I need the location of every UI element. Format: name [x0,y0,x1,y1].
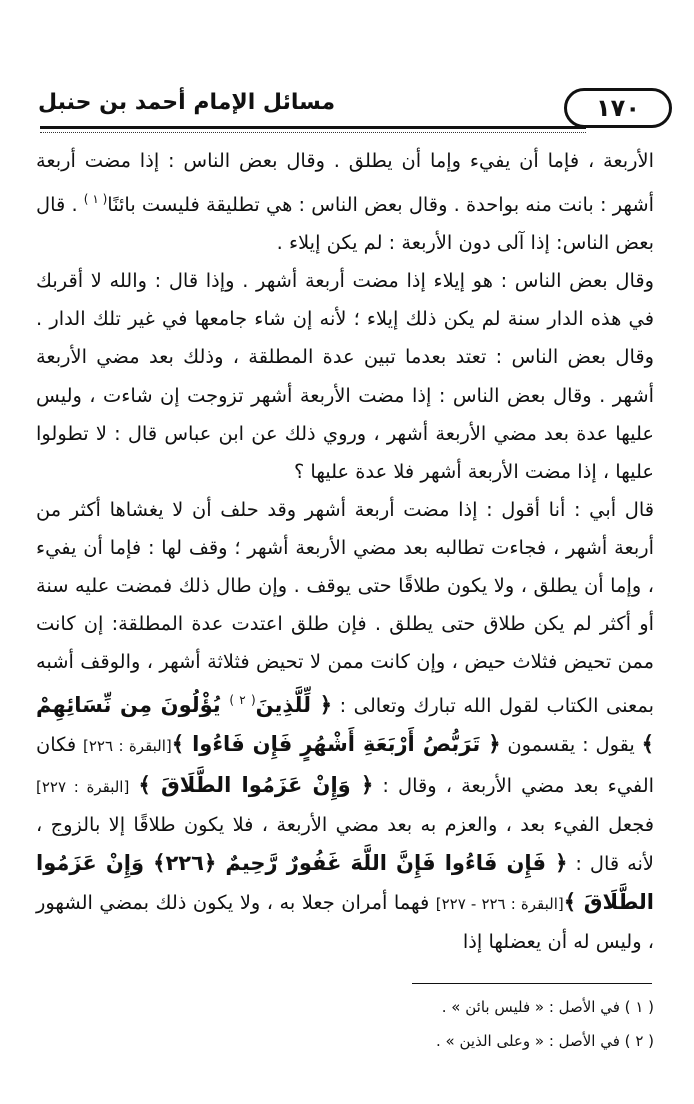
verse-reference: [البقرة : ٢٢٧] [36,777,130,796]
header-dotted-rule [40,132,586,133]
page-number-badge [564,88,672,128]
paragraph: وقال بعض الناس : هو إيلاء إذا مضت أربعة أشهر . وإذا قال : والله لا أقربك في هذه الدار سنة لم يكن ذلك إيلاء ؛ لأنه إن شاء جامعها في غير تلك الدار . وقال بعض الناس : تعتد بعدما تبين عدة المطلقة ، وذلك بعد مضي الأربعة أشهر . وقال بعض الناس : إذا مضت الأربعة أشهر تزوجت إن شاءت ، وليس عليها عدة بعد مضي الأربعة أشهر ، وروي ذلك عن ابن عباس قال : لا تطولوا عليها ، إذا مضت الأربعة أشهر فلا عدة عليها ؟ [36,269,654,483]
text-run: فهما أمران جعلا به ، ولا يكون ذلك بمضي الشهور ، وليس له أن يعضلها إذا [36,890,654,953]
quran-verse: ﴿ تَرَبُّصُ أَرْبَعَةِ أَشْهُرٍ فَإِن فَاءُوا ﴾ [171,732,501,757]
quran-verse: ﴿ لِّلَّذِينَ [255,693,333,718]
header-rule [40,126,586,129]
verse-reference: [البقرة : ٢٢٦ - ٢٢٧] [435,894,564,913]
page-header [22,86,672,134]
footnote-marker: ( ١ ) [83,192,108,207]
text-run: فكان الفيء بعد مضي الأربعة ، وقال : [36,733,655,797]
main-text [36,142,654,961]
text-run: يقول : يقسمون [500,733,642,757]
verse-reference: [البقرة : ٢٢٦] [82,737,172,756]
paragraph [36,491,654,961]
page-number: ١٧٠ [596,94,640,122]
quran-verse: يُؤْلُونَ مِن نِّسَائِهِمْ ﴾ [36,693,654,757]
quran-verse: ﴿ وَإِنْ عَزَمُوا الطَّلَاقَ ﴾ [138,772,374,797]
text-run: قال أبي : أنا أقول : إذا مضت أربعة أشهر وقد حلف أن لا يغشاها أكثر من أربعة أشهر ، فجاءت تطالبه بعد مضي الأربعة أشهر ؛ وقف لها : فإما أن يفيء ، وإما أن يطلق ، ولا يكون طلاقًا حتى يوقف . وإن طال ذلك فمضت عليه سنة أو أكثر لم يكن طلاق حتى يطلق . فإن طلق اعتدت عدة المطلقة: إن كانت ممن تحيض فثلاث حيض ، وإن كانت ممن لا تحيض فثلاثة أشهر ، والوقف أشبه بمعنى الكتاب لقول الله تبارك وتعالى : [36,497,654,718]
book-title: مسائل الإمام أحمد بن حنبل [38,90,336,115]
footnote: ( ١ ) في الأصل : « فليس بائن » . [441,998,654,1016]
footnotes [36,990,654,1058]
text-run: الأربعة ، فإما أن يفيء وإما أن يطلق . وقال بعض الناس : إذا مضت أربعة أشهر : بانت منه بواحدة . وقال بعض الناس : هي تطليقة فليست بائنًا [36,149,654,217]
text-run: . قال بعض الناس: إذا آلى دون الأربعة : لم يكن إيلاء . [36,193,654,255]
footnote-separator [412,983,652,984]
quran-verse: ﴿ فَإِن فَاءُوا فَإِنَّ اللَّهَ غَفُورٌ رَّحِيمٌ ﴿٢٢٦﴾ وَإِنْ عَزَمُوا الطَّلَاقَ ﴾ [36,850,654,914]
footnote-marker: ( ٢ ) [229,693,256,708]
footnote: ( ٢ ) في الأصل : « وعلى الذين » . [436,1032,654,1050]
paragraph [36,142,654,262]
text-run: فجعل الفيء بعد ، والعزم به بعد مضي الأربعة ، فلا يكون طلاقًا إلا بالزوج ، لأنه قال : [36,812,654,875]
